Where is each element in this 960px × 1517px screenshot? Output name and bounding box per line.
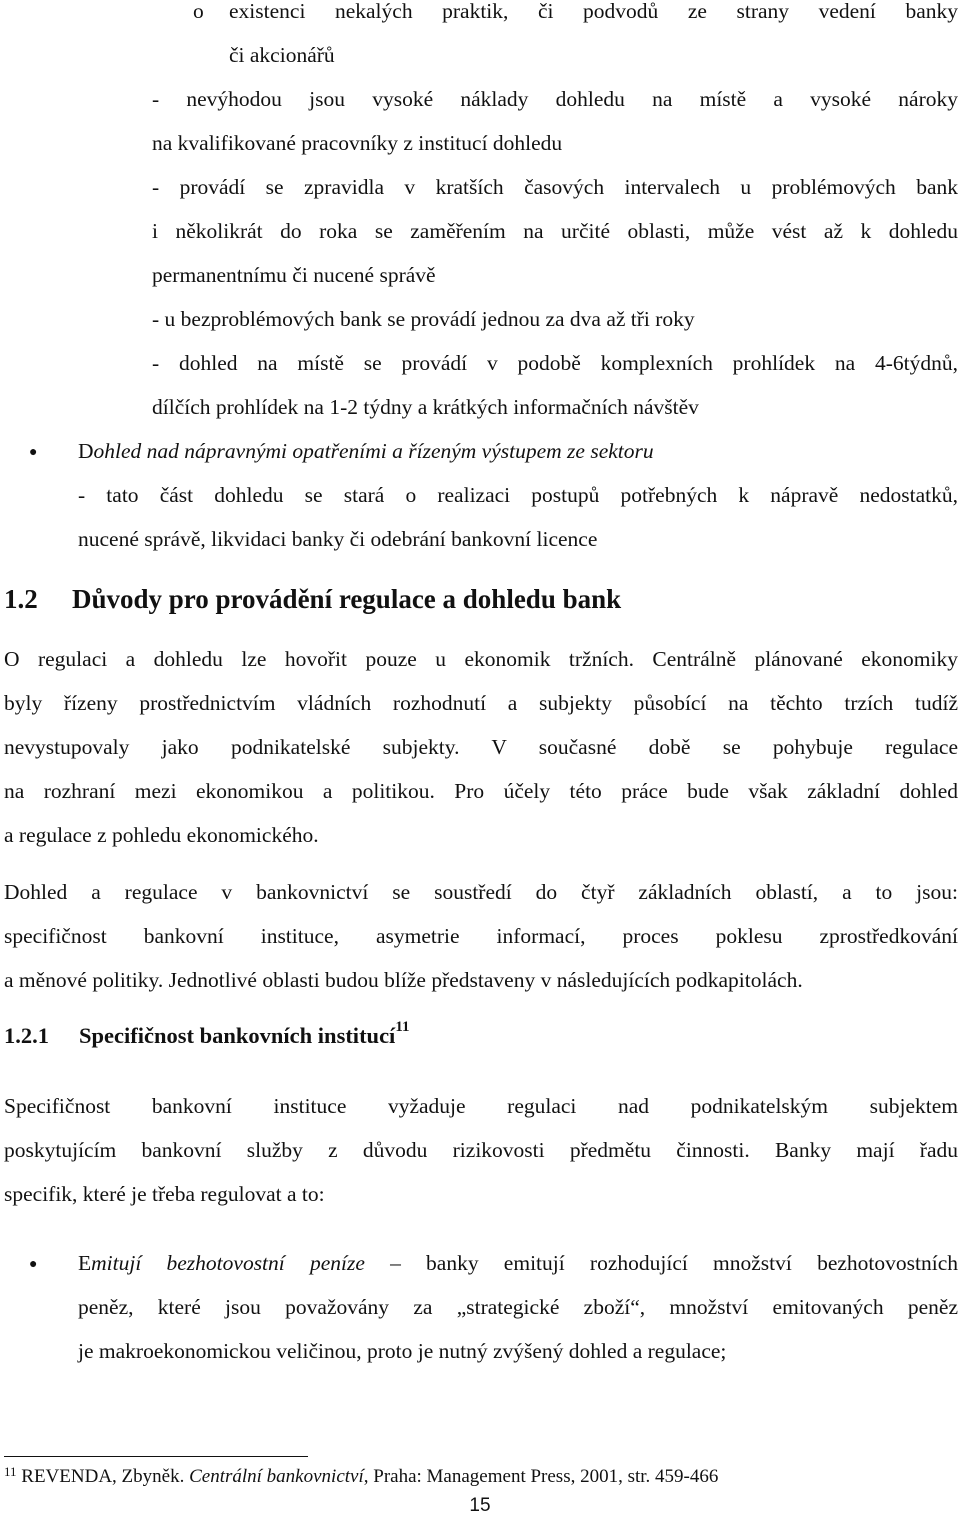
item-3-line-1: - u bezproblémových bank se provádí jednou za dva až tři roky <box>152 307 695 331</box>
sub-bullet-line-2: či akcionářů <box>229 43 335 67</box>
item-2-line-2: i několikrát do roka se zaměřením na určité oblasti, může vést až k dohledu <box>152 219 958 243</box>
item-2-line-3: permanentnímu či nucené správě <box>152 263 436 287</box>
para3-line-3: specifik, které je třeba regulovat a to: <box>4 1182 325 1206</box>
footnote-number: 11 <box>4 1464 17 1479</box>
bullet-dot-emission: ● <box>29 1257 38 1272</box>
bullet-emission-title-rest: mitují bezhotovostní peníze <box>91 1251 365 1275</box>
bullet-emission-line-2: peněz, které jsou považovány za „strategické zboží“, množství emitovaných peněz <box>78 1295 958 1319</box>
para3-line-2: poskytujícím bankovní služby z důvodu rizikovosti předmětu činnosti. Banky mají řadu <box>4 1138 958 1162</box>
section-title: Důvody pro provádění regulace a dohledu bank <box>72 584 622 614</box>
para2-line-1: Dohled a regulace v bankovnictví se soustředí do čtyř základních oblastí, a to jsou: <box>4 880 958 904</box>
bullet-emission-line-3: je makroekonomickou veličinou, proto je nutný zvýšený dohled a regulace; <box>78 1339 727 1363</box>
section-number: 1.2 <box>4 584 38 614</box>
bullet-remedial-title <box>78 441 958 463</box>
bullet-remedial-line-1: - tato část dohledu se stará o realizaci postupů potřebných k nápravě nedostatků, <box>78 483 958 507</box>
para1-line-5: a regulace z pohledu ekonomického. <box>4 823 319 847</box>
item-4-line-2: dílčích prohlídek na 1-2 týdny a krátkých informačních návštěv <box>152 395 699 419</box>
footnote-book-title: Centrální bankovnictví <box>189 1466 364 1487</box>
subsection-title: Specifičnost bankovních institucí <box>79 1023 396 1048</box>
bullet-remedial-line-2: nucené správě, likvidaci banky či odebrání bankovní licence <box>78 527 598 551</box>
item-1-line-1: - nevýhodou jsou vysoké náklady dohledu na místě a vysoké nároky <box>152 87 958 111</box>
footnote-rest: , Praha: Management Press, 2001, str. 459-466 <box>363 1466 719 1487</box>
sub-bullet-marker: o <box>193 0 204 23</box>
para2-line-3: a měnové politiky. Jednotlivé oblasti budou blíže představeny v následujících podkapitolách. <box>4 968 803 992</box>
para1-line-1: O regulaci a dohledu lze hovořit pouze u ekonomik tržních. Centrálně plánované ekonomiky <box>4 647 958 671</box>
bullet-emission-title-lead: E <box>78 1251 92 1275</box>
item-4-line-1: - dohled na místě se provádí v podobě komplexních prohlídek na 4-6týdnů, <box>152 351 958 375</box>
bullet-emission-line-1-rest: – banky emitují rozhodující množství bezhotovostních <box>364 1251 958 1275</box>
footnote-ref: 11 <box>395 1019 410 1035</box>
bullet-emission-line-1 <box>78 1253 958 1275</box>
footnote-author: REVENDA, Zbyněk. <box>16 1466 190 1487</box>
bullet-remedial-title-lead: D <box>78 439 94 463</box>
footnote-separator <box>4 1456 308 1457</box>
section-heading-1-2 <box>4 584 621 615</box>
para3-line-1: Specifičnost bankovní instituce vyžaduje regulaci nad podnikatelským subjektem <box>4 1094 958 1118</box>
para1-line-3: nevystupovaly jako podnikatelské subjekty. V současné době se pohybuje regulace <box>4 735 958 759</box>
sub-bullet-line-1: existenci nekalých praktik, či podvodů ze strany vedení banky <box>229 0 958 23</box>
bullet-dot-remedial: ● <box>29 445 38 460</box>
subsection-number: 1.2.1 <box>4 1023 49 1048</box>
para1-line-4: na rozhraní mezi ekonomikou a politikou. Pro účely této práce bude však základní dohled <box>4 779 958 803</box>
item-1-line-2: na kvalifikované pracovníky z institucí dohledu <box>152 131 563 155</box>
para2-line-2: specifičnost bankovní instituce, asymetrie informací, proces poklesu zprostředkování <box>4 924 958 948</box>
para1-line-2: byly řízeny prostřednictvím vládních rozhodnutí a subjekty působící na těchto trzích tudíž <box>4 691 958 715</box>
bullet-remedial-title-rest: ohled nad nápravnými opatřeními a řízeným výstupem ze sektoru <box>93 439 654 463</box>
item-2-line-1: - provádí se zpravidla v kratších časových intervalech u problémových bank <box>152 175 958 199</box>
page-number: 15 <box>469 1495 491 1516</box>
section-heading-1-2-1 <box>4 1019 410 1049</box>
footnote <box>4 1466 718 1488</box>
